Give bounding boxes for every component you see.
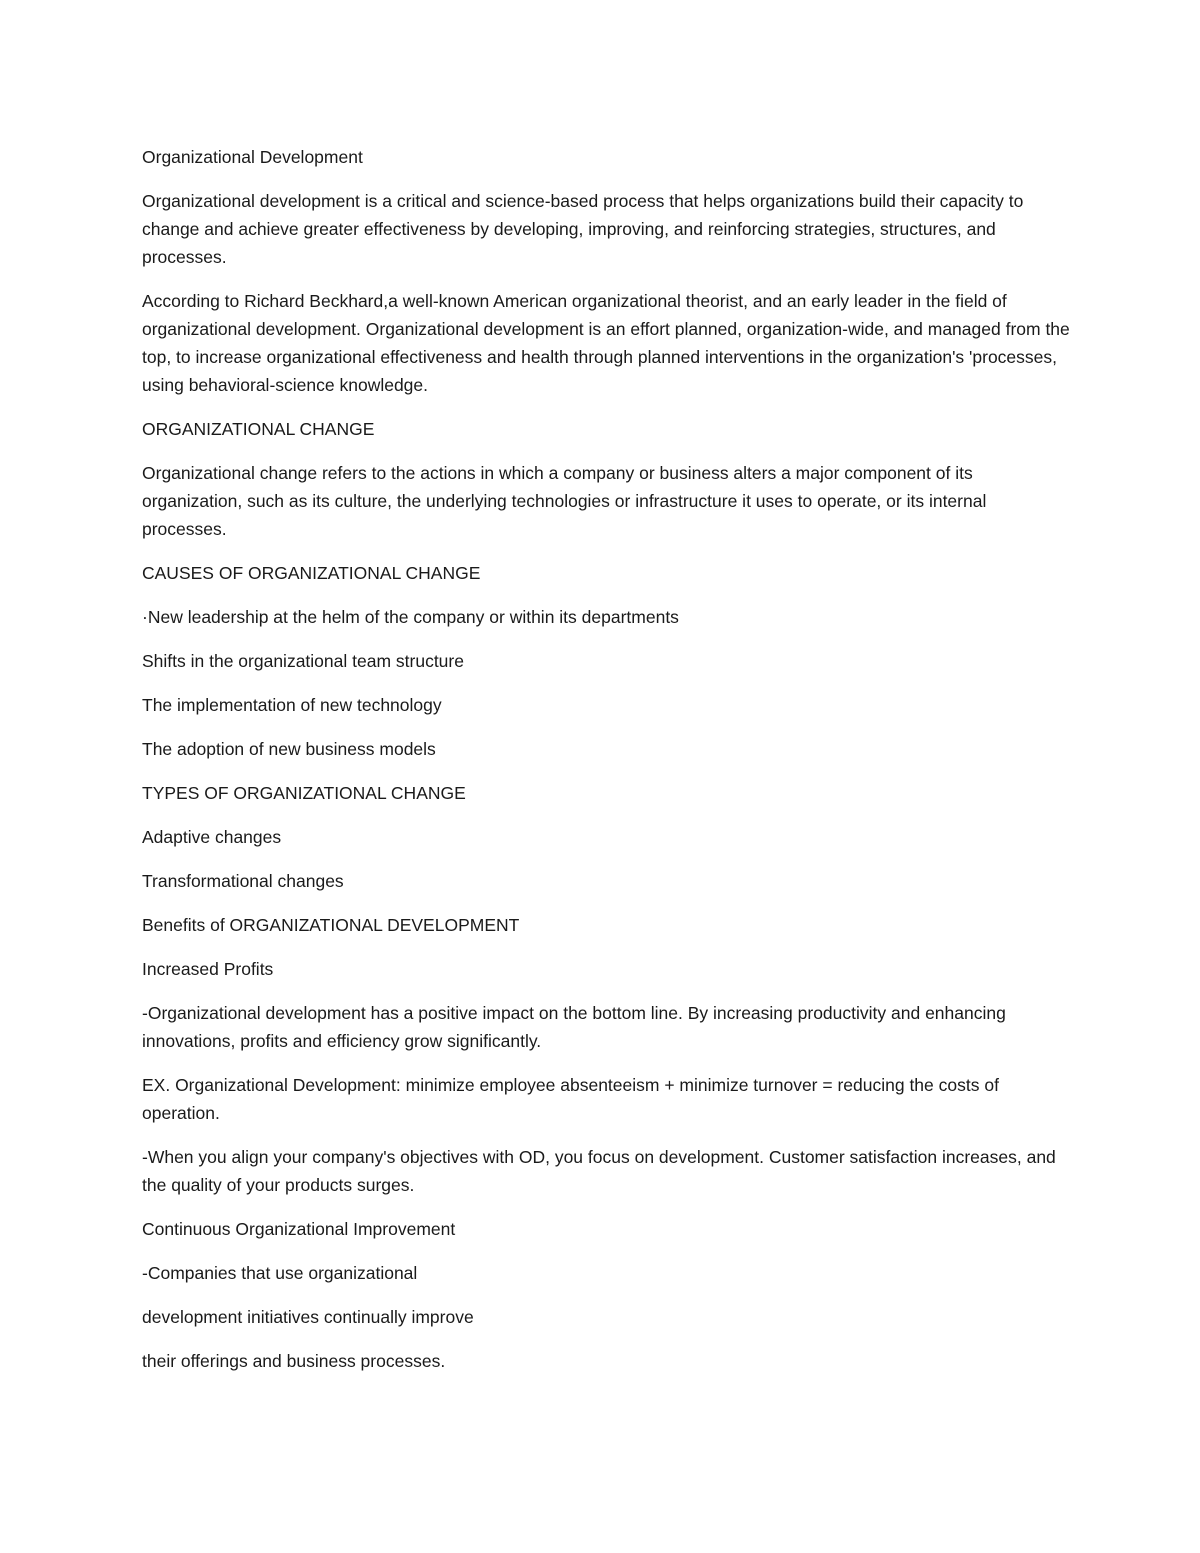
type-item: Adaptive changes: [142, 827, 282, 847]
benefit-example: EX. Organizational Development: minimize employee absenteeism + minimize turnover = reducing the costs of operation.: [142, 1075, 999, 1123]
cause-item: The adoption of new business models: [142, 739, 436, 759]
heading-causes: CAUSES OF ORGANIZATIONAL CHANGE: [142, 563, 481, 583]
benefit-text: -When you align your company's objectives with OD, you focus on development. Customer satisfaction increases, and the quality of your products surges.: [142, 1147, 1056, 1195]
benefit-text: -Organizational development has a positive impact on the bottom line. By increasing productivity and enhancing innovations, profits and efficiency grow significantly.: [142, 1003, 1006, 1051]
paragraph-beckhard: According to Richard Beckhard,a well-known American organizational theorist, and an early leader in the field of organizational development. Organizational development is an effort planned, organization-wide, and managed from the top, to increase organizational effectiveness and health through planned interventions in the organization's 'processes, using behavioral-science knowledge.: [142, 291, 1070, 395]
heading-organizational-change: ORGANIZATIONAL CHANGE: [142, 419, 375, 439]
type-item: Transformational changes: [142, 871, 344, 891]
benefit-line: their offerings and business processes.: [142, 1351, 446, 1371]
cause-item: ·New leadership at the helm of the company or within its departments: [142, 607, 679, 627]
heading-benefits: Benefits of ORGANIZATIONAL DEVELOPMENT: [142, 915, 520, 935]
benefit-title: Increased Profits: [142, 959, 274, 979]
document-body: [142, 143, 1072, 1391]
benefit-title: Continuous Organizational Improvement: [142, 1219, 456, 1239]
heading-types: TYPES OF ORGANIZATIONAL CHANGE: [142, 783, 466, 803]
paragraph-organizational-change: Organizational change refers to the actions in which a company or business alters a major component of its organization, such as its culture, the underlying technologies or infrastructure it uses to operate, or its internal processes.: [142, 463, 987, 539]
document-title: Organizational Development: [142, 147, 363, 167]
benefit-line: -Companies that use organizational: [142, 1263, 418, 1283]
cause-item: Shifts in the organizational team structure: [142, 651, 464, 671]
paragraph-definition: Organizational development is a critical and science-based process that helps organizations build their capacity to change and achieve greater effectiveness by developing, improving, and reinforcing strategies, structures, and processes.: [142, 191, 1024, 267]
cause-item: The implementation of new technology: [142, 695, 442, 715]
benefit-line: development initiatives continually improve: [142, 1307, 474, 1327]
